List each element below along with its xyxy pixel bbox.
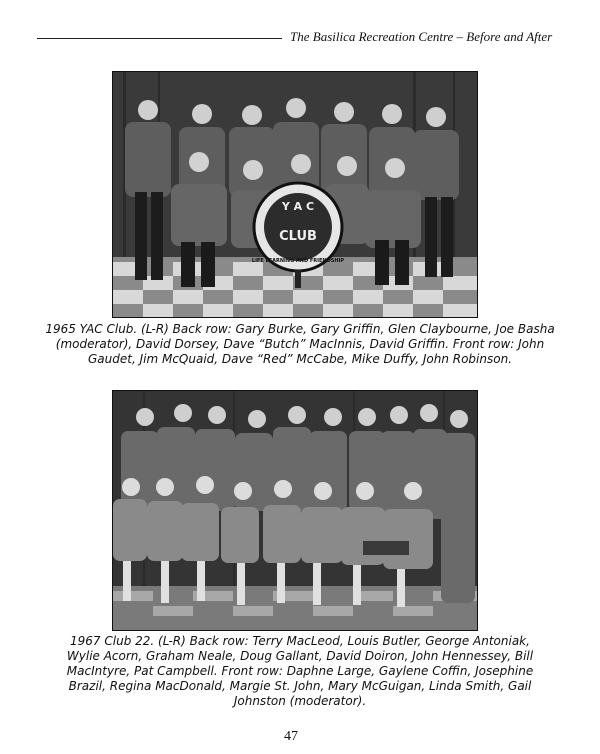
photo-yac-club-1965-image xyxy=(113,72,477,317)
sign-motto: LIFE LEARNING AND FRIENDSHIP xyxy=(251,258,345,264)
page-number: 47 xyxy=(284,729,298,744)
sign-letters: Y A C xyxy=(281,200,315,213)
header-rule xyxy=(37,38,282,39)
caption-yac-club-1965: 1965 YAC Club. (L-R) Back row: Gary Burke, Gary Griffin, Glen Claybourne, Joe Basha (moderator), David Dorsey, Dave “Butch” MacInnis, David Griffin. Front row: John Gaudet, Jim McQuaid, Dave “Red” McCabe, Mike Duffy, John Robinson. xyxy=(45,322,555,366)
sign-club-word: CLUB xyxy=(279,229,317,244)
caption-club-22-1967: 1967 Club 22. (L-R) Back row: Terry MacLeod, Louis Butler, George Antoniak, Wylie Acorn, Graham Neale, Doug Gallant, David Doiron, John Hennessey, Bill MacIntyre, Pat Campbell. Front row: Daphne Large, Gaylene Coffin, Josephine Brazil, Regina MacDonald, Margie St. John, Mary McGuigan, Linda Smith, Gail Johnston (moderator). xyxy=(66,634,534,708)
running-head: The Basilica Recreation Centre – Before and After xyxy=(290,29,553,44)
photo-club-22-1967-image xyxy=(113,391,477,630)
photo-club-22-1967 xyxy=(112,390,478,631)
photo-yac-club-1965 xyxy=(112,71,478,318)
